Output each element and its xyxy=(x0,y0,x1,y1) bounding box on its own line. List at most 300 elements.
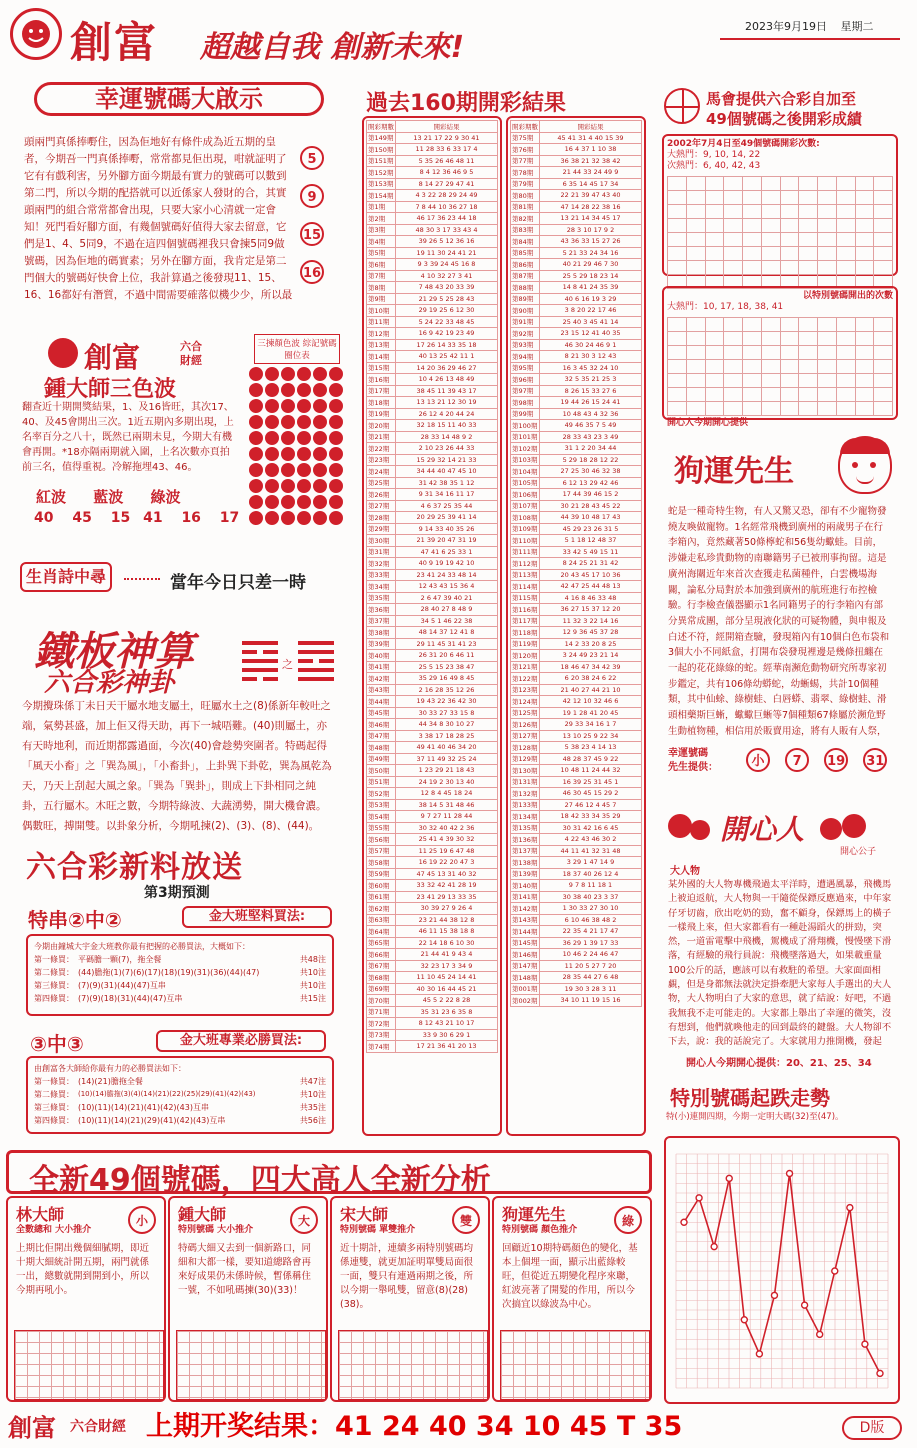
result-period: 第140期 xyxy=(511,880,540,892)
result-numbers: 32 5 35 21 25 3 xyxy=(540,374,642,386)
master-body: 回顧近10期特碼顏色的變化，基本上個埋一面，顯示出藍綠較旺，但從近五期變化程序來聯，紅波亮著了開髮的作用，所以今次搞宜以綠波為中心。 xyxy=(502,1243,638,1310)
trend-point xyxy=(817,1331,823,1337)
result-numbers: 47 14 28 22 38 16 xyxy=(540,201,642,213)
result-numbers: 31 42 38 35 1 12 xyxy=(396,477,498,489)
result-numbers: 23 21 44 38 12 8 xyxy=(396,914,498,926)
header-divider xyxy=(720,38,900,40)
result-row xyxy=(367,822,498,834)
result-period: 第29期 xyxy=(367,523,396,535)
iron-board-body: 今期攪珠係丁未日天干屬水地支屬土，旺屬水土之(8)係新年較吐之端，氣勢甚盛，加上佢又得天助，再下一城唔難。(40)則屬土，亦有天時地利，而近期都露過面，今次(40)會趁勢突圍者。特碼起得「風天小畜」之「巽為風」，「小畜卦」，上卦巽下卦乾，巽為風乾為天，乃天上刮起大風之象。「巽為「巽卦」，則成上下卦相同之純卦，五行屬木。木旺之數，今期特綠波、大蔬湧勢，開大機會濃。偶數旺，搏開雙。以卦象分析，今期吼揀(2)、(3)、(8)、(44)。 xyxy=(22,700,332,832)
result-period: 第111期 xyxy=(511,546,540,558)
result-period: 第139期 xyxy=(511,868,540,880)
result-row xyxy=(511,293,642,305)
sec2-row: 第三條買： (10)(11)(14)(21)(41)(42)(43)互串 共35注 xyxy=(34,1103,326,1112)
sec1-row: 第三條買： (7)(9)(31)(44)(47)互串 共10注 xyxy=(34,981,326,990)
result-row xyxy=(511,914,642,926)
result-numbers: 5 35 26 46 48 11 xyxy=(396,155,498,167)
block1-grid xyxy=(667,176,893,289)
master-name: 林大師 xyxy=(16,1205,65,1224)
past-results-right-box xyxy=(506,116,646,1136)
result-numbers: 8 24 25 21 31 42 xyxy=(540,558,642,570)
result-row xyxy=(511,822,642,834)
result-numbers: 42 47 25 44 48 13 xyxy=(540,581,642,593)
new-material-title: 六合彩新料放送 xyxy=(26,850,243,885)
result-period: 第7期 xyxy=(367,270,396,282)
result-period: 第97期 xyxy=(511,385,540,397)
result-period: 第95期 xyxy=(511,362,540,374)
result-numbers: 36 38 21 32 38 42 xyxy=(540,155,642,167)
result-numbers: 30 38 40 23 3 37 xyxy=(540,891,642,903)
happy-man-byline: 開心公子 xyxy=(840,847,877,857)
happy-face-left-icon xyxy=(668,814,692,838)
result-numbers: 46 30 24 46 9 1 xyxy=(540,339,642,351)
result-numbers: 35 31 23 6 35 8 xyxy=(396,1006,498,1018)
result-period: 第20期 xyxy=(367,420,396,432)
result-numbers: 19 30 3 28 3 11 xyxy=(540,983,642,995)
result-period: 第5期 xyxy=(367,247,396,259)
lucky-dog-section xyxy=(666,436,900,780)
result-period: 第115期 xyxy=(511,592,540,604)
trend-chart xyxy=(664,1136,900,1404)
result-row xyxy=(367,247,498,259)
lucky-dog-number: 19 xyxy=(824,748,848,772)
new49-section xyxy=(6,1150,654,1404)
result-numbers: 18 42 33 34 35 29 xyxy=(540,811,642,823)
lucky-number: 5 xyxy=(300,146,324,170)
result-period: 第6期 xyxy=(367,259,396,271)
result-period: 第138期 xyxy=(511,857,540,869)
result-numbers: 47 45 13 31 40 32 xyxy=(396,868,498,880)
result-period: 第22期 xyxy=(367,443,396,455)
result-row xyxy=(511,351,642,363)
result-numbers: 5 29 18 28 12 22 xyxy=(540,454,642,466)
result-period: 第151期 xyxy=(367,155,396,167)
result-period: 第71期 xyxy=(367,1006,396,1018)
lucky-dog-body: 蛇是一種奇特生物，有人又驚又恐，卻有不少寵物發燒友喚做寵物。1名經常飛機到廣州的兩歲男子在行李箱內，竟然藏著50條檸蛇和56隻幼蠍蛙。目前，涉嫌走私珍貴動物的南聯籍男子已被刑事拘留。這是廣州海關近年來首次查獲走私菌種件，白雲機場海關，論私分局對於本加強到廣州的航班進行布控檢驗。行李檢查儀器顯示1名同籍男子的行李箱內有部分異常成團，部分呈現液化狀的可疑物體，與申報及白述不符，經開箱查驗，發現箱內有10個白色布袋和3個大小不同紙盒，打開布袋發現裡邊是幾條扭纏在一起的花花綠綠的蛇。經華南瀕危動物研究所專家初步鑑定，共有106條幼蟒蛇，幼蜥蜴，共計10個種類，其中仙蜍、綠樹蛙、白唇蟒、翡翠、綠樹蛙、滑頭相藥斯巨蜥，蠍蠍巨蜥等7個種類67條屬於瀕危野生動植物種，相信用於販賣用途，將有人販有人祭， xyxy=(668,506,890,737)
master-grid xyxy=(14,1330,164,1400)
result-period: 第17期 xyxy=(367,385,396,397)
result-row xyxy=(511,903,642,915)
result-row xyxy=(511,167,642,179)
result-row xyxy=(367,707,498,719)
wave-ball-grid xyxy=(248,366,348,538)
result-period: 第88期 xyxy=(511,282,540,294)
result-numbers: 28 3 10 17 9 2 xyxy=(540,224,642,236)
result-period: 第40期 xyxy=(367,650,396,662)
result-row xyxy=(367,696,498,708)
lucky-box xyxy=(20,78,340,300)
result-numbers: 7 8 44 10 36 27 18 xyxy=(396,201,498,213)
result-row xyxy=(367,880,498,892)
result-period: 第110期 xyxy=(511,535,540,547)
result-row xyxy=(511,477,642,489)
result-row xyxy=(367,926,498,938)
result-period: 第12期 xyxy=(367,328,396,340)
result-period: 第132期 xyxy=(511,788,540,800)
result-period: 第84期 xyxy=(511,236,540,248)
result-row xyxy=(511,489,642,501)
sec2-row: 第一條買： (14)(21)膽拖全餐 共47注 xyxy=(34,1077,326,1086)
result-numbers: 2 16 28 35 12 26 xyxy=(396,684,498,696)
result-period: 第19期 xyxy=(367,408,396,420)
last-result-numbers: 41 24 40 34 10 45 T 35 xyxy=(335,1411,683,1442)
horse-society-section xyxy=(660,86,900,428)
result-period: 第122期 xyxy=(511,673,540,685)
result-numbers: 30 39 27 9 26 4 xyxy=(396,903,498,915)
result-numbers: 48 28 37 45 9 22 xyxy=(540,753,642,765)
result-period: 第46期 xyxy=(367,719,396,731)
result-numbers: 28 33 43 23 3 49 xyxy=(540,431,642,443)
result-row xyxy=(367,259,498,271)
result-period: 第47期 xyxy=(367,730,396,742)
result-numbers: 48 14 37 12 41 8 xyxy=(396,627,498,639)
result-period: 第91期 xyxy=(511,316,540,328)
hexagram-connector: 之 xyxy=(282,658,293,671)
sec1-row: 第一條買： 平碼膽一顆(7)，拖全餐 共48注 xyxy=(34,955,326,964)
result-numbers: 35 29 16 49 8 45 xyxy=(396,673,498,685)
result-period: 第9期 xyxy=(367,293,396,305)
result-row xyxy=(511,247,642,259)
result-numbers: 3 29 1 47 14 9 xyxy=(540,857,642,869)
result-period: 第82期 xyxy=(511,213,540,225)
result-row xyxy=(367,270,498,282)
horse-title-line1: 馬會提供六合彩自加至 xyxy=(706,90,857,108)
result-row xyxy=(511,305,642,317)
block2-hot: 大熱門：10, 17, 18, 38, 41 xyxy=(667,302,784,312)
green-wave-label: 綠波 xyxy=(150,488,181,506)
result-numbers: 16 9 42 19 23 49 xyxy=(396,328,498,340)
result-numbers: 45 5 2 22 8 28 xyxy=(396,995,498,1007)
result-row xyxy=(367,627,498,639)
result-row xyxy=(367,845,498,857)
last-result-label: 上期开奖结果： xyxy=(146,1411,335,1442)
result-period: 第126期 xyxy=(511,719,540,731)
result-period: 第128期 xyxy=(511,742,540,754)
result-period: 第137期 xyxy=(511,845,540,857)
result-row xyxy=(511,719,642,731)
result-numbers: 8 26 15 33 27 6 xyxy=(540,385,642,397)
result-period: 第50期 xyxy=(367,765,396,777)
result-numbers: 28 33 14 48 9 2 xyxy=(396,431,498,443)
result-numbers: 5 21 33 24 34 16 xyxy=(540,247,642,259)
master-card xyxy=(168,1196,328,1402)
result-period: 第14期 xyxy=(367,351,396,363)
result-numbers: 44 11 41 32 31 48 xyxy=(540,845,642,857)
result-numbers: 9 31 34 16 11 17 xyxy=(396,489,498,501)
result-numbers: 45 41 31 4 40 15 39 xyxy=(540,132,642,144)
result-period: 第15期 xyxy=(367,362,396,374)
result-period: 第119期 xyxy=(511,638,540,650)
result-numbers: 22 14 18 6 10 30 xyxy=(396,937,498,949)
result-period: 第2期 xyxy=(367,213,396,225)
result-period: 第81期 xyxy=(511,201,540,213)
result-row xyxy=(511,891,642,903)
result-row xyxy=(367,995,498,1007)
result-period: 第66期 xyxy=(367,949,396,961)
result-numbers: 49 46 35 7 5 49 xyxy=(540,420,642,432)
section-brand: 創富 xyxy=(84,341,141,374)
result-row xyxy=(367,937,498,949)
result-row xyxy=(511,937,642,949)
result-period: 第70期 xyxy=(367,995,396,1007)
result-row xyxy=(367,811,498,823)
result-row xyxy=(511,880,642,892)
result-numbers: 9 7 27 11 28 44 xyxy=(396,811,498,823)
result-row xyxy=(367,661,498,673)
wave-numbers xyxy=(34,510,244,526)
result-row xyxy=(511,926,642,938)
result-period: 第44期 xyxy=(367,696,396,708)
result-row xyxy=(367,431,498,443)
result-numbers: 10 48 11 24 44 32 xyxy=(540,765,642,777)
result-numbers: 13 13 21 12 30 19 xyxy=(396,397,498,409)
result-row xyxy=(511,408,642,420)
result-numbers: 28 40 27 8 48 9 xyxy=(396,604,498,616)
tag-liuhe: 六合 xyxy=(180,340,202,353)
result-row xyxy=(367,960,498,972)
result-row xyxy=(511,224,642,236)
result-period: 第96期 xyxy=(511,374,540,386)
last-result-banner xyxy=(146,1404,682,1443)
result-numbers: 29 33 34 16 1 7 xyxy=(540,719,642,731)
result-period: 第52期 xyxy=(367,788,396,800)
past-results-left-table xyxy=(366,120,498,1053)
happy-face-right-icon xyxy=(842,814,866,838)
result-row xyxy=(511,960,642,972)
trend-point xyxy=(726,1175,732,1181)
result-numbers: 21 44 33 24 49 9 xyxy=(540,167,642,179)
result-period: 第36期 xyxy=(367,604,396,616)
result-row xyxy=(367,190,498,202)
result-numbers: 20 43 45 17 10 36 xyxy=(540,569,642,581)
result-numbers: 43 36 33 15 27 26 xyxy=(540,236,642,248)
wave-number: 45 xyxy=(72,510,92,526)
result-row xyxy=(511,730,642,742)
result-period: 第77期 xyxy=(511,155,540,167)
result-numbers: 13 10 25 9 22 34 xyxy=(540,730,642,742)
result-row xyxy=(367,569,498,581)
result-period: 第57期 xyxy=(367,845,396,857)
trend-point xyxy=(696,1195,702,1201)
master-sub: 特別號碼 顏色推介 xyxy=(502,1225,578,1235)
result-numbers: 34 10 11 19 15 16 xyxy=(540,995,642,1007)
result-row xyxy=(367,788,498,800)
result-numbers: 3 8 20 22 17 46 xyxy=(540,305,642,317)
result-numbers: 40 13 25 42 11 1 xyxy=(396,351,498,363)
result-row xyxy=(511,535,642,547)
past-results-left-box xyxy=(362,116,502,1136)
result-row xyxy=(511,673,642,685)
master-body: 近十期計，連續多兩特別號碼均係連雙，就更加証明單雙局面很一面，雙只有連過兩期之後，所以今期一舉吼雙，留意(8)(28)(38)。 xyxy=(340,1243,474,1310)
result-row xyxy=(367,673,498,685)
result-row xyxy=(511,569,642,581)
result-period: 第72期 xyxy=(367,1018,396,1030)
iron-board-subtitle: 六合彩神卦 xyxy=(44,668,175,698)
result-numbers: 19 44 26 15 24 41 xyxy=(540,397,642,409)
result-period: 第101期 xyxy=(511,431,540,443)
result-row xyxy=(367,282,498,294)
result-period: 第143期 xyxy=(511,914,540,926)
result-numbers: 29 19 25 6 12 30 xyxy=(396,305,498,317)
result-row xyxy=(367,834,498,846)
past-results-section xyxy=(358,86,648,1138)
trend-point xyxy=(832,1268,838,1274)
result-numbers: 9 14 33 40 35 26 xyxy=(396,523,498,535)
result-row xyxy=(511,362,642,374)
result-period: 第152期 xyxy=(367,167,396,179)
result-period: 第45期 xyxy=(367,707,396,719)
horse-block1 xyxy=(662,134,898,276)
result-period: 第112期 xyxy=(511,558,540,570)
result-row xyxy=(511,615,642,627)
sec1-intro: 今期由鐘城大宇金大班教你最有把握的必勝買法，大概如下： xyxy=(34,942,250,951)
result-row xyxy=(511,443,642,455)
result-period: 第86期 xyxy=(511,259,540,271)
result-row xyxy=(367,178,498,190)
result-row xyxy=(511,132,642,144)
result-numbers: 14 2 33 20 8 25 xyxy=(540,638,642,650)
result-numbers: 10 4 26 13 48 49 xyxy=(396,374,498,386)
cartoon-face-icon xyxy=(838,436,892,494)
special-trend-title-wrap xyxy=(664,1082,900,1132)
result-numbers: 30 32 40 42 2 36 xyxy=(396,822,498,834)
result-row xyxy=(511,742,642,754)
three-wave-title: 鍾大師三色波 xyxy=(44,377,177,402)
result-numbers: 5 1 18 12 48 37 xyxy=(540,535,642,547)
trend-point xyxy=(787,1171,793,1177)
result-row xyxy=(511,650,642,662)
result-period: 第98期 xyxy=(511,397,540,409)
result-period: 第129期 xyxy=(511,753,540,765)
result-period: 第59期 xyxy=(367,868,396,880)
result-row xyxy=(511,270,642,282)
hexagram-icon xyxy=(298,636,334,686)
sec2-box xyxy=(26,1056,334,1134)
result-numbers: 21 39 20 47 31 19 xyxy=(396,535,498,547)
result-period: 第31期 xyxy=(367,546,396,558)
result-period: 第116期 xyxy=(511,604,540,616)
lucky-dog-number: 小 xyxy=(746,748,770,772)
sec1-label: 金大班堅料買法: xyxy=(182,906,332,928)
horse-block2 xyxy=(662,286,898,428)
result-period: 第118期 xyxy=(511,627,540,639)
result-row xyxy=(367,983,498,995)
result-numbers: 40 6 16 19 3 29 xyxy=(540,293,642,305)
result-period: 第73期 xyxy=(367,1029,396,1041)
sec2-title: ③中③ xyxy=(30,1032,84,1056)
result-numbers: 18 46 47 34 42 39 xyxy=(540,661,642,673)
col-header: 開彩期數 xyxy=(511,121,540,133)
result-period: 第35期 xyxy=(367,592,396,604)
result-period: 第65期 xyxy=(367,937,396,949)
result-period: 第80期 xyxy=(511,190,540,202)
result-numbers: 36 29 1 39 17 33 xyxy=(540,937,642,949)
result-row xyxy=(367,316,498,328)
result-numbers: 38 14 5 31 48 46 xyxy=(396,799,498,811)
result-row xyxy=(511,213,642,225)
past-results-title: 過去160期開彩結果 xyxy=(366,91,566,116)
result-period: 第104期 xyxy=(511,466,540,478)
result-period: 第154期 xyxy=(367,190,396,202)
result-row xyxy=(367,638,498,650)
result-row xyxy=(511,765,642,777)
result-period: 第148期 xyxy=(511,972,540,984)
brand-sun-icon xyxy=(48,338,78,368)
sec1-title: 特串②中② xyxy=(28,908,122,932)
result-numbers: 47 41 6 25 33 1 xyxy=(396,546,498,558)
past-results-right-table xyxy=(510,120,642,1007)
master-card xyxy=(330,1196,490,1402)
result-period: 第11期 xyxy=(367,316,396,328)
lucky-box-body: 頭兩門真係捧嘢住，因為佢地好有條件成為近五期的皇者，今期吾一門真係捧嘢，常常都見佢出現，咁就証明了它有有戲利害，另外腳方面今期最有實力的號碼可以數到第二門，所以今期的配搭就可以近係家人發財的合，其實頭兩門的組合常常都會出現，只要大家小心清就一定會知！死門看好腳方面，有幾個號碼好值得大家去留意，它們是1、4、5同9，不過在這四個號碼裡我只會揀5同9做號碼，因為佢地的碼實素；另外在腳方面，我肯定是第二門個大的號碼好快會上位，我計算過之後發現11、15、16、16都好有潛質，不過中間需要確落似機少少，所以最 xyxy=(24,136,293,301)
result-numbers: 4 6 37 25 35 44 xyxy=(396,500,498,512)
result-period: 第78期 xyxy=(511,167,540,179)
result-period: 第8期 xyxy=(367,282,396,294)
result-numbers: 10 46 2 24 46 47 xyxy=(540,949,642,961)
brand-logo: 創富 xyxy=(70,18,159,67)
result-row xyxy=(511,845,642,857)
result-numbers: 4 3 22 28 29 24 49 xyxy=(396,190,498,202)
result-row xyxy=(367,857,498,869)
result-period: 第102期 xyxy=(511,443,540,455)
result-numbers: 3 24 49 23 21 14 xyxy=(540,650,642,662)
result-numbers: 16 4 37 1 10 38 xyxy=(540,144,642,156)
sec1-row: 第二條買： (44)膽拖(1)(7)(6)(17)(18)(19)(31)(36)(44)(47) 共10注 xyxy=(34,968,326,977)
result-period: 第103期 xyxy=(511,454,540,466)
result-row xyxy=(511,684,642,696)
wave-number: 17 xyxy=(219,510,240,526)
result-row xyxy=(511,201,642,213)
master-sub: 特別號碼 大小推介 xyxy=(178,1225,254,1235)
new49-title-box xyxy=(6,1150,652,1198)
result-period: 第3期 xyxy=(367,224,396,236)
result-numbers: 15 29 32 14 21 33 xyxy=(396,454,498,466)
result-numbers: 27 46 12 4 45 7 xyxy=(540,799,642,811)
result-row xyxy=(367,362,498,374)
result-period: 第134期 xyxy=(511,811,540,823)
new49-title: 全新49個號碼，四大高人全新分析 xyxy=(29,1163,491,1198)
result-numbers: 9 7 8 11 18 1 xyxy=(540,880,642,892)
lucky-numbers xyxy=(300,146,330,284)
result-period: 第30期 xyxy=(367,535,396,547)
result-period: 第54期 xyxy=(367,811,396,823)
result-row xyxy=(367,730,498,742)
master-name: 鍾大師 xyxy=(178,1205,227,1224)
result-period: 第55期 xyxy=(367,822,396,834)
result-row xyxy=(511,282,642,294)
result-row xyxy=(367,581,498,593)
result-period: 第23期 xyxy=(367,454,396,466)
trend-point xyxy=(711,1244,717,1250)
happy-face-right-icon xyxy=(820,818,842,840)
trend-chart-svg xyxy=(666,1138,898,1402)
result-row xyxy=(367,546,498,558)
block2-grid xyxy=(667,317,893,416)
lucky-dog-numbers xyxy=(746,748,896,772)
result-row xyxy=(511,581,642,593)
result-period: 第142期 xyxy=(511,903,540,915)
result-row xyxy=(367,868,498,880)
result-period: 第93期 xyxy=(511,339,540,351)
result-row xyxy=(511,949,642,961)
result-row xyxy=(511,696,642,708)
result-row xyxy=(511,995,642,1007)
result-period: 第1期 xyxy=(367,201,396,213)
result-period: 第62期 xyxy=(367,903,396,915)
block1-next: 次熱門：6, 40, 42, 43 xyxy=(667,161,761,171)
result-numbers: 6 12 13 29 42 46 xyxy=(540,477,642,489)
result-period: 第94期 xyxy=(511,351,540,363)
